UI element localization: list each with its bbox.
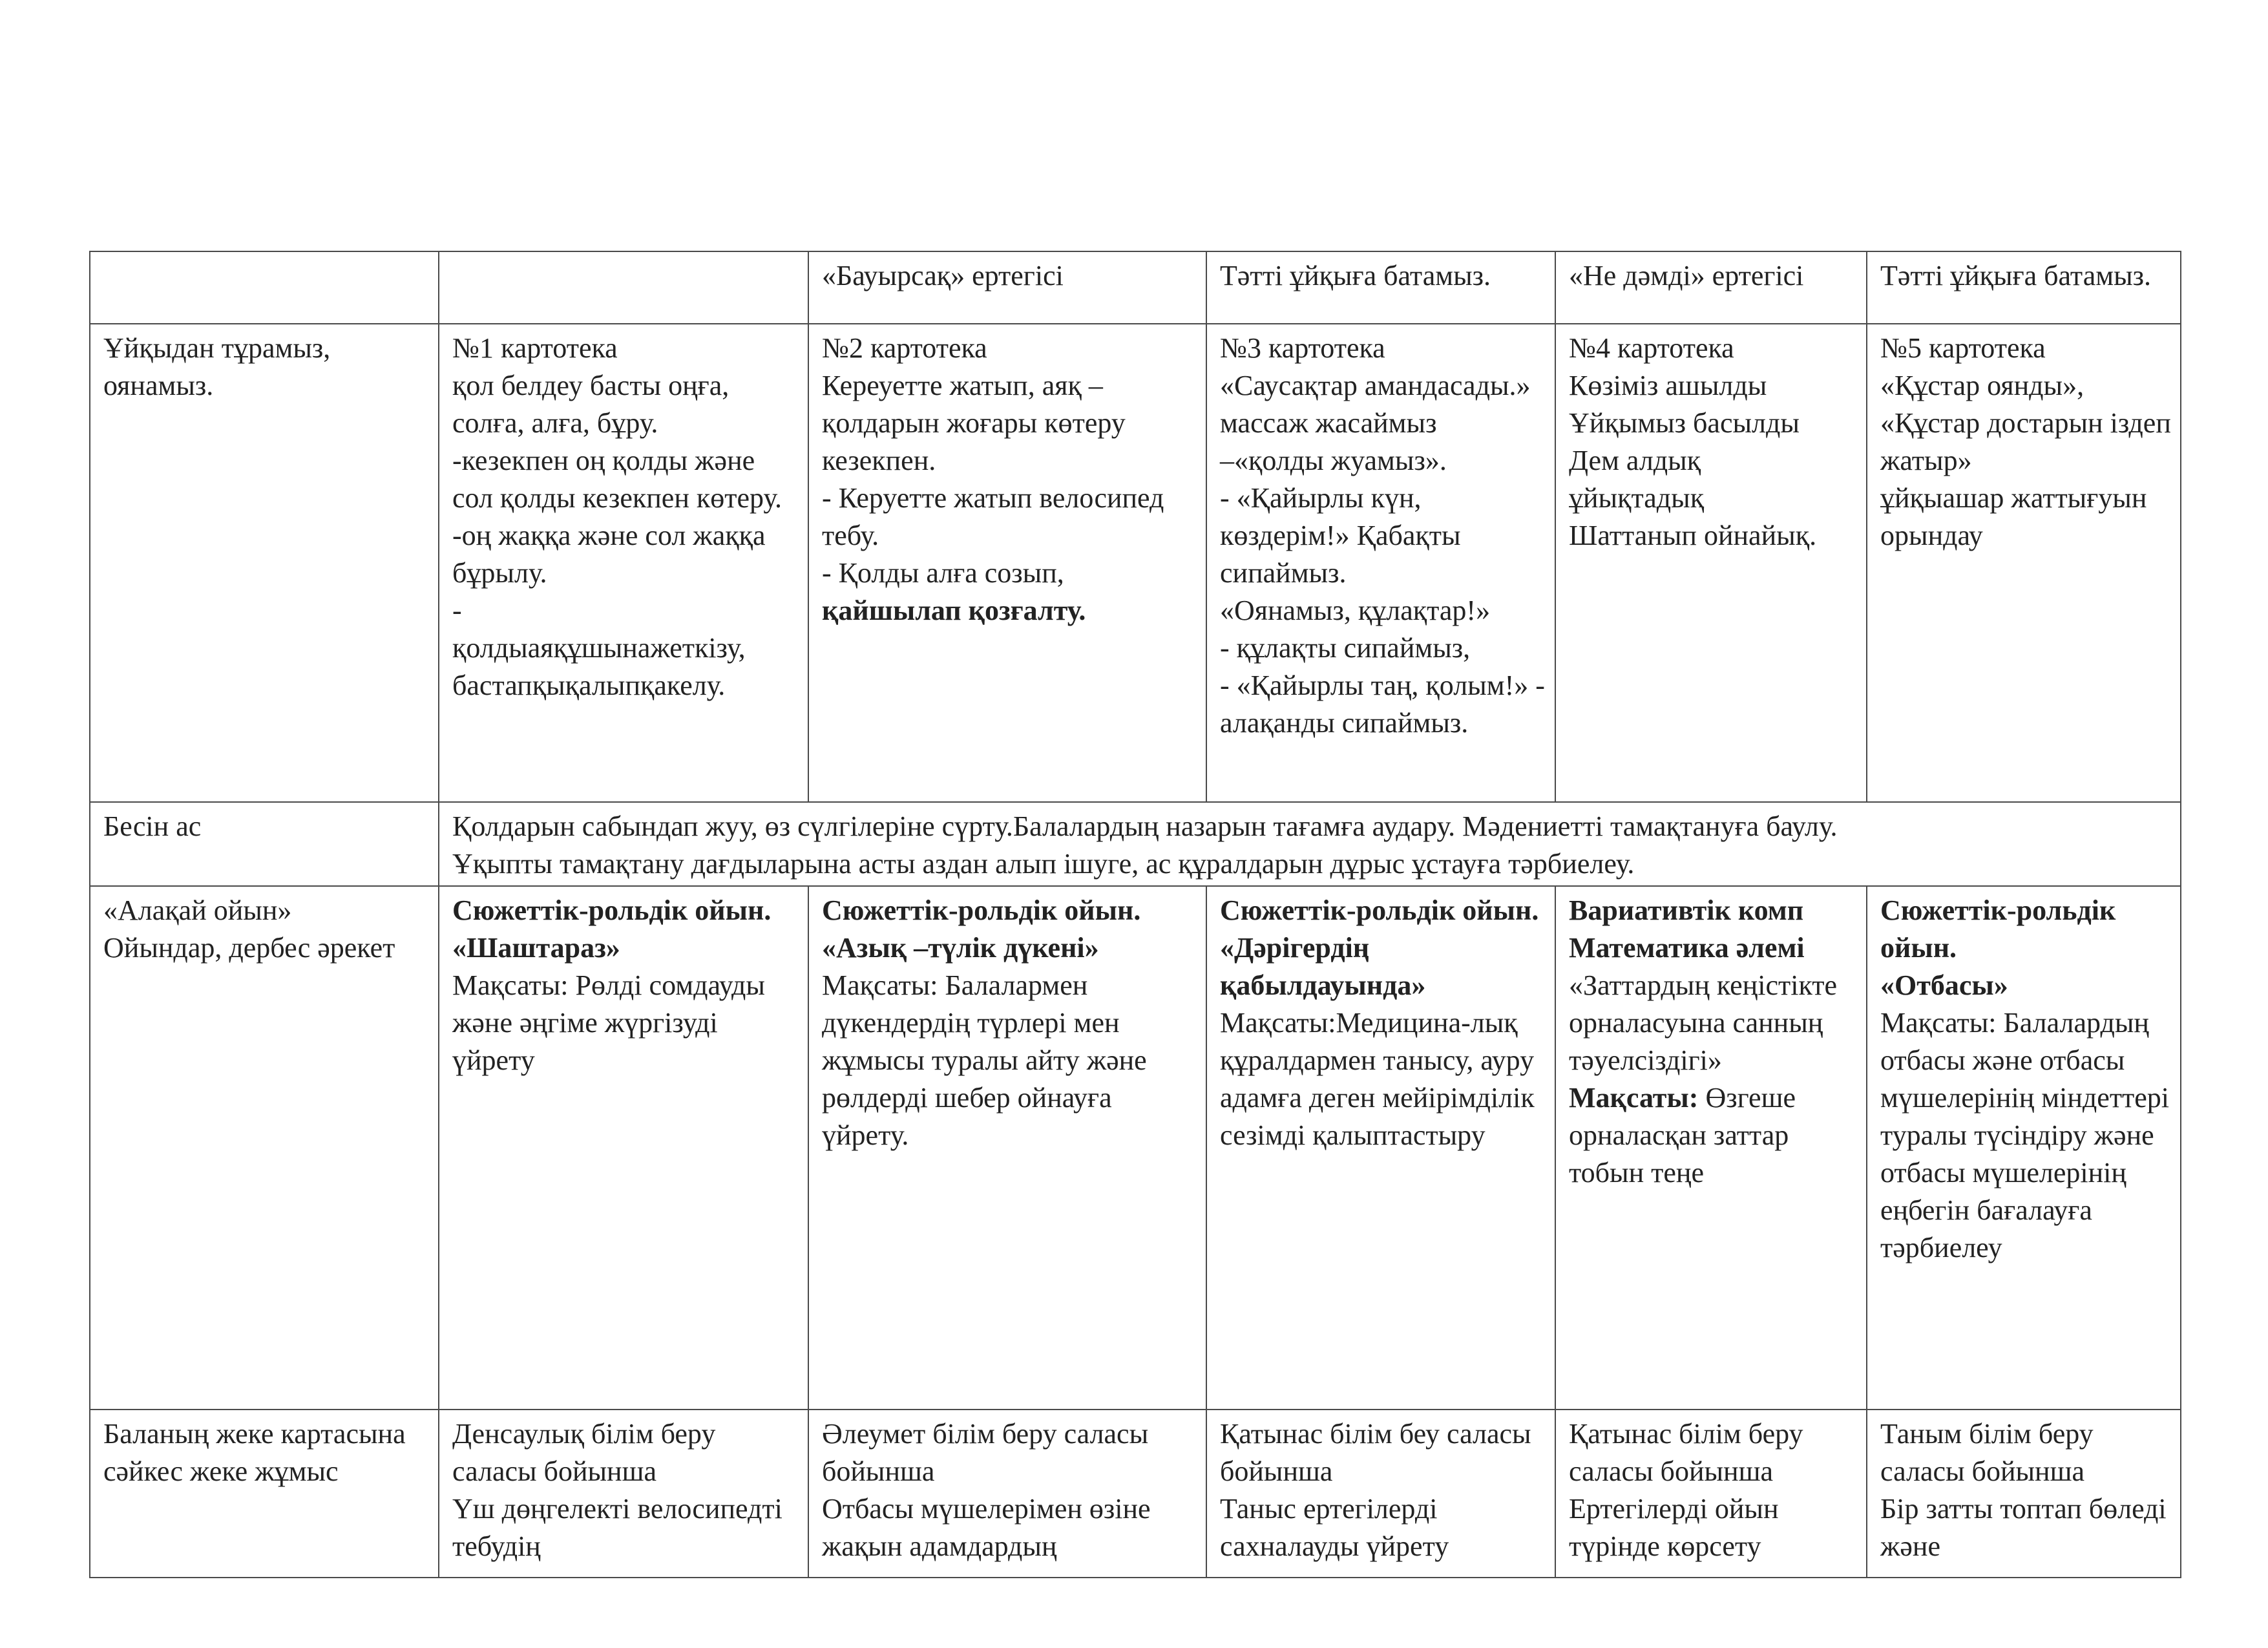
wake-cell-wed: №3 картотека «Саусақтар амандасады.» массаж жасаймыз –«қолды жуамыз». - «Қайырлы күн, көздерім!» Қабақты сипаймыз. «Оянамыз, құлақтар!» - құлақты сипаймыз, - «Қайырлы таң, қолым!» - алақанды сипаймыз. [1206, 324, 1555, 802]
header-cell-fri: Тәтті ұйқыға батамыз. [1867, 251, 2181, 324]
games-fri-text: Мақсаты: Балалардың отбасы және отбасы мүшелерінің міндеттері туралы түсіндіру және отбасы мүшелерінің еңбегін бағалауға тәрбиелеу [1880, 1007, 2170, 1263]
wake-cell-thu: №4 картотека Көзіміз ашылды Ұйқымыз басылды Дем алдық ұйықтадық Шаттанып ойнайық. [1555, 324, 1867, 802]
lunch-cell-text: Қолдарын сабындап жуу, өз сүлгілеріне сүрту.Балалардың назарын тағамға аудару. Мәдениетті тамақтануға баулу. Ұқыпты тамақтану дағдыларына асты аздан алып ішуге, ас құралдарын дұрыс ұстауға тәрбиелеу. [439, 802, 2181, 886]
wake-tue-bold: қайшылап қозғалту. [822, 595, 1086, 626]
wake-cell-fri: №5 картотека «Құстар оянды», «Құстар достарын іздеп жатыр» ұйқыашар жаттығуын орындау [1867, 324, 2181, 802]
individual-cell-tue: Әлеумет білім беру саласы бойынша Отбасы мүшелерімен өзіне жақын адамдардың [808, 1410, 1206, 1578]
header-cell-tue: «Бауырсақ» ертегісі [808, 251, 1206, 324]
games-wed-title: Сюжеттік-рольдік ойын. «Дәрігердің қабылдауында» [1220, 894, 1539, 1001]
header-row [90, 251, 2181, 324]
games-mon-text: Мақсаты: Рөлді сомдауды және әңгіме жүргізуді үйрету [452, 969, 765, 1076]
header-cell-wed: Тәтті ұйқыға батамыз. [1206, 251, 1555, 324]
wake-tue-text: №2 картотека Кереуетте жатып, аяқ – қолдарын жоғары көтеру кезекпен. - Керуетте жатып велосипед тебу. - Қолды алға созып, [822, 332, 1164, 589]
wake-cell-mon: №1 картотека қол белдеу басты оңға, солға, алға, бұру. -кезекпен оң қолды және сол қолды кезекпен көтеру. -оң жаққа және сол жаққа бұрылу. - қолдыаяқұшынажеткізу, бастапқықалыпқакелу. [439, 324, 808, 802]
individual-cell-fri: Таным білім беру саласы бойынша Бір затты топтап бөледі және [1867, 1410, 2181, 1578]
games-thu-goal-text: Өзгеше орналасқан заттар тобын теңе [1569, 1082, 1796, 1188]
wake-row-label: Ұйқыдан тұрамыз, оянамыз. [90, 324, 439, 802]
lunch-row [90, 802, 2181, 886]
games-row-label: «Алақай ойын» Ойындар, дербес әрекет [90, 886, 439, 1410]
games-cell-wed [1206, 886, 1555, 1410]
wake-cell-tue [808, 324, 1206, 802]
games-cell-mon [439, 886, 808, 1410]
games-row [90, 886, 2181, 1410]
games-thu-goal-label: Мақсаты: [1569, 1082, 1699, 1114]
header-cell-thu: «Не дәмді» ертегісі [1555, 251, 1867, 324]
individual-row [90, 1410, 2181, 1578]
games-tue-text: Мақсаты: Балалармен дүкендердің түрлері мен жұмысы туралы айту және рөлдерді шебер ойнауға үйрету. [822, 969, 1147, 1151]
wake-row [90, 324, 2181, 802]
schedule-table [89, 251, 2181, 1578]
games-tue-title: Сюжеттік-рольдік ойын. «Азық –түлік дүкені» [822, 894, 1141, 964]
individual-cell-mon: Денсаулық білім беру саласы бойынша Үш дөңгелекті велосипедті тебудің [439, 1410, 808, 1578]
games-thu-text: «Заттардың кеңістікте орналасуына санның тәуелсіздігі» [1569, 969, 1837, 1076]
games-cell-thu [1555, 886, 1867, 1410]
games-cell-fri [1867, 886, 2181, 1410]
header-cell-label [90, 251, 439, 324]
individual-row-label: Баланың жеке картасына сәйкес жеке жұмыс [90, 1410, 439, 1578]
schedule-sheet [89, 251, 2180, 1572]
games-wed-text: Мақсаты:Медицина-лық құралдармен танысу, ауру адамға деген мейірімділік сезімді қалыптастыру [1220, 1007, 1535, 1151]
individual-cell-wed: Қатынас білім беу саласы бойынша Таныс ертегілерді сахналауды үйрету [1206, 1410, 1555, 1578]
lunch-row-label: Бесін ас [90, 802, 439, 886]
individual-cell-thu: Қатынас білім беру саласы бойынша Ертегілерді ойын түрінде көрсету [1555, 1410, 1867, 1578]
games-mon-title: Сюжеттік-рольдік ойын. «Шаштараз» [452, 894, 772, 964]
games-thu-title: Вариативтік комп Математика әлемі [1569, 894, 1805, 964]
games-fri-title: Сюжеттік-рольдік ойын. «Отбасы» [1880, 894, 2116, 1001]
header-cell-mon [439, 251, 808, 324]
games-cell-tue [808, 886, 1206, 1410]
